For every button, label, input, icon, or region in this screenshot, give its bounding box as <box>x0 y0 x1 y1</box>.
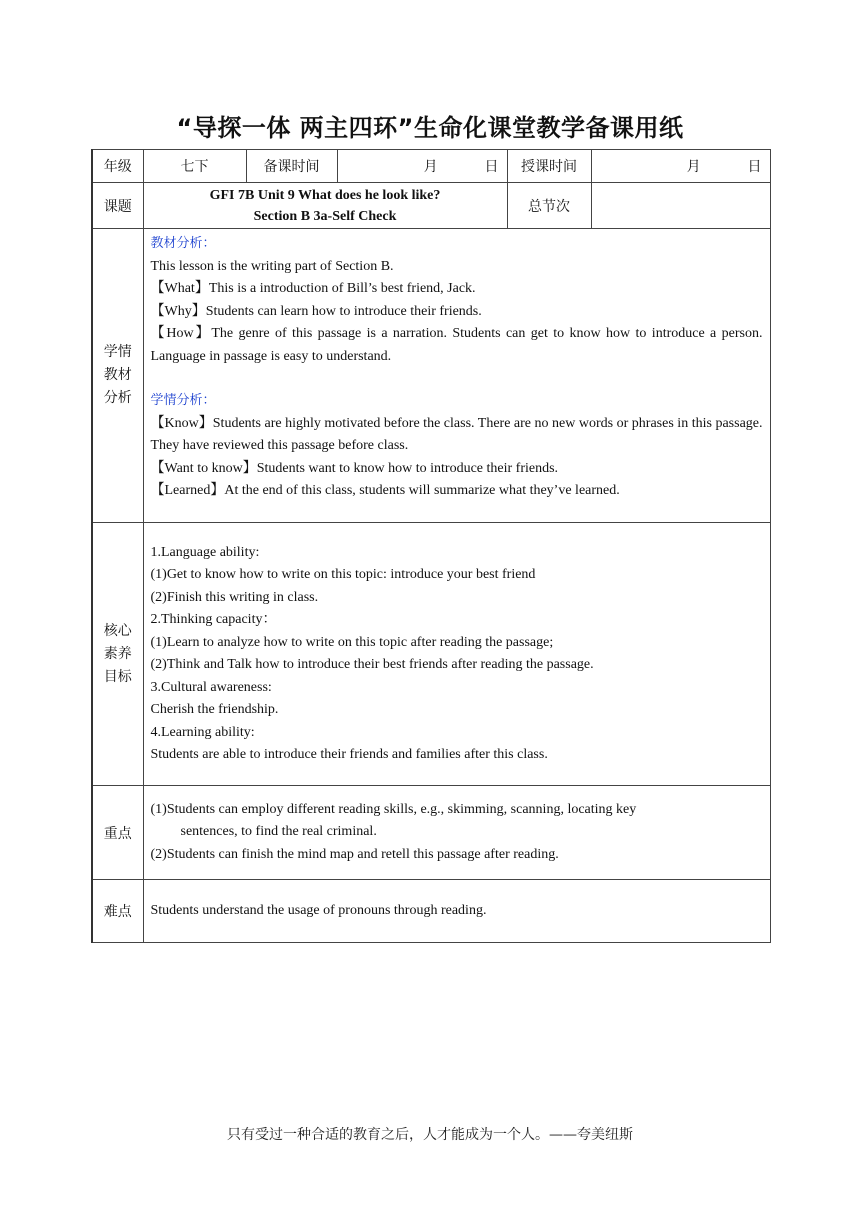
analysis-label <box>92 229 143 523</box>
student-line: 【Want to know】Students want to know how to introduce their friends. <box>150 460 559 476</box>
teach-date <box>591 150 770 183</box>
teach-time-label: 授课时间 <box>507 150 591 183</box>
analysis-label-3: 分析 <box>103 390 132 406</box>
goal-line: (2)Finish this writing in class. <box>150 589 319 605</box>
analysis-content <box>143 229 770 523</box>
prep-month: 月 <box>423 159 438 175</box>
textbook-line: 【Why】Students can learn how to introduce their friends. <box>150 303 482 319</box>
header-row <box>92 150 770 183</box>
key-point-line: (2)Students can finish the mind map and retell this passage after reading. <box>150 846 559 862</box>
textbook-line: This lesson is the writing part of Section B. <box>150 258 394 274</box>
key-point-line-continued: sentences, to find the real criminal. <box>180 824 377 840</box>
prep-date <box>337 150 507 183</box>
document-title: “导探一体 两主四环”生命化课堂教学备课用纸 <box>176 114 684 142</box>
teach-day: 日 <box>747 159 762 175</box>
difficulty-row <box>92 880 770 943</box>
goal-line: Students are able to introduce their friends and families after this class. <box>150 747 548 762</box>
goal-line: (1)Get to know how to write on this topic: introduce your best friend <box>150 567 536 582</box>
student-line: 【Know】Students are highly motivated before the class. There are no new words or phrases in this passage. They have reviewed this passage before class. <box>150 415 763 453</box>
goal-line: (2)Think and Talk how to introduce their best friends after reading the passage. <box>150 657 594 672</box>
goal-line: 3.Cultural awareness: <box>150 679 272 695</box>
total-lessons-value <box>591 183 770 229</box>
textbook-line: 【What】This is a introduction of Bill’s best friend, Jack. <box>150 281 476 296</box>
key-points-label: 重点 <box>92 786 143 880</box>
footer-quote: 只有受过一种合适的教育之后，人才能成为一个人。——夸美纽斯 <box>227 1127 633 1143</box>
analysis-label-1: 学情 <box>103 344 132 360</box>
textbook-line: 【How】The genre of this passage is a narration. Students can get to know how to introduce a person. Language in passage is easy to understand. <box>150 326 763 364</box>
student-analysis-heading: 学情分析： <box>150 393 216 408</box>
prep-day: 日 <box>484 159 499 175</box>
goals-label-2: 素养 <box>103 645 132 662</box>
topic-line-1: GFI 7B Unit 9 What does he look like? <box>209 187 441 203</box>
prep-time-label: 备课时间 <box>246 150 337 183</box>
lesson-plan-table <box>91 149 771 943</box>
key-points-row <box>92 786 770 880</box>
goals-content <box>143 523 770 786</box>
topic-line-2: Section B 3a-Self Check <box>253 208 397 224</box>
teach-month: 月 <box>686 159 701 175</box>
topic-row <box>92 183 770 229</box>
goal-line: Cherish the friendship. <box>150 702 279 717</box>
goal-line: 1.Language ability: <box>150 544 260 560</box>
goals-label <box>92 523 143 786</box>
goal-line: (1)Learn to analyze how to write on this topic after reading the passage; <box>150 634 554 650</box>
difficulty-label: 难点 <box>92 880 143 943</box>
student-line: 【Learned】At the end of this class, students will summarize what they’ve learned. <box>150 483 620 498</box>
key-points-content <box>143 786 770 880</box>
goals-label-3: 目标 <box>103 668 132 685</box>
goals-row <box>92 523 770 786</box>
grade-label: 年级 <box>92 150 143 183</box>
topic-value <box>143 183 507 229</box>
goals-label-1: 核心 <box>103 622 132 639</box>
grade-value: 七下 <box>143 150 246 183</box>
analysis-row <box>92 229 770 523</box>
goal-line: 4.Learning ability: <box>150 724 255 740</box>
key-point-line: (1)Students can employ different reading skills, e.g., skimming, scanning, locating key <box>150 801 637 817</box>
topic-label: 课题 <box>92 183 143 229</box>
textbook-analysis-heading: 教材分析： <box>150 236 216 251</box>
difficulty-content: Students understand the usage of pronouns through reading. <box>143 880 770 943</box>
total-lessons-label: 总节次 <box>507 183 591 229</box>
analysis-label-2: 教材 <box>103 367 132 383</box>
goal-line: 2.Thinking capacity： <box>150 612 277 627</box>
